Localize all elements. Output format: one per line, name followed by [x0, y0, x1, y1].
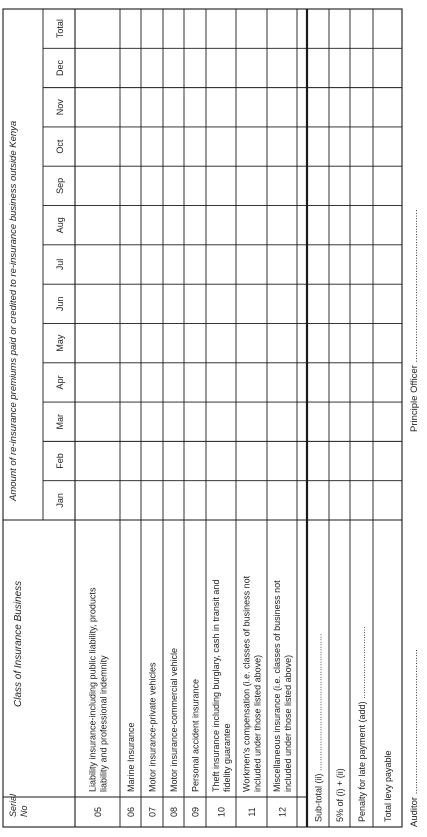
- serial-number: 09: [190, 806, 201, 818]
- class-label: Marine Insurance: [126, 722, 136, 792]
- serial-number: 07: [147, 806, 158, 818]
- month-label-nov: Nov: [55, 99, 65, 116]
- class-label: Motor insurance-private vehicles: [147, 662, 158, 792]
- class-label-cont: included under those listed above): [252, 654, 263, 792]
- month-label-oct: Oct: [55, 139, 65, 154]
- summary-label: Total levy payable: [383, 750, 393, 822]
- serial-number: 08: [169, 806, 179, 818]
- month-label-jun: Jun: [55, 296, 65, 312]
- month-label-apr: Apr: [55, 375, 65, 390]
- class-label: Theft insurance including burglary, cash in transit and: [211, 579, 221, 792]
- month-label-may: May: [55, 334, 65, 352]
- class-label: Motor insurance-commercial vehicle: [169, 647, 179, 792]
- month-label-jan: Jan: [55, 493, 65, 508]
- summary-label: 5% of (i) + (ii): [335, 768, 345, 822]
- month-label-dec: Dec: [55, 59, 65, 76]
- class-header: Class of Insurance Business: [13, 580, 24, 707]
- serial-number: 11: [247, 807, 257, 817]
- serial-header-no: No: [19, 805, 29, 817]
- month-label-feb: Feb: [55, 453, 65, 469]
- class-label-cont: fidelity guarantee: [222, 723, 232, 792]
- amount-header: Amount of re-insurance premiums paid or credited to re-insurance business outside Kenya: [8, 120, 19, 501]
- class-label: Miscellaneous insurance (i.e. classes of business not: [272, 580, 282, 792]
- month-label-mar: Mar: [55, 413, 65, 430]
- month-label-jul: Jul: [55, 258, 65, 271]
- serial-number: 12: [277, 806, 288, 818]
- class-label-cont: liability and professional indemnity: [98, 655, 109, 792]
- serial-number: 06: [126, 806, 136, 818]
- auditor-signature: Auditor .......................................................: [409, 649, 420, 827]
- class-label-cont: included under those listed above): [283, 654, 293, 792]
- class-label: Personal accident insurance: [190, 678, 201, 792]
- serial-number: 10: [216, 806, 227, 818]
- serial-number: 05: [93, 806, 103, 818]
- form-table: [3, 9, 420, 827]
- class-label: Liability insurance-including public liability, products: [87, 587, 98, 792]
- summary-label: Penalty for late payment (add) .............................: [357, 626, 367, 822]
- summary-label: Sub-total (ii) .......................................................: [313, 633, 324, 822]
- month-label-aug: Aug: [55, 217, 65, 234]
- principal-officer-signature: Principle Officer ..........................................................: [409, 209, 420, 432]
- month-label-total: Total: [55, 19, 65, 39]
- month-label-sep: Sep: [55, 177, 65, 194]
- class-label: Workmen's compensation (i.e. classes of business not: [241, 575, 252, 792]
- serial-header: Serial: [8, 793, 18, 817]
